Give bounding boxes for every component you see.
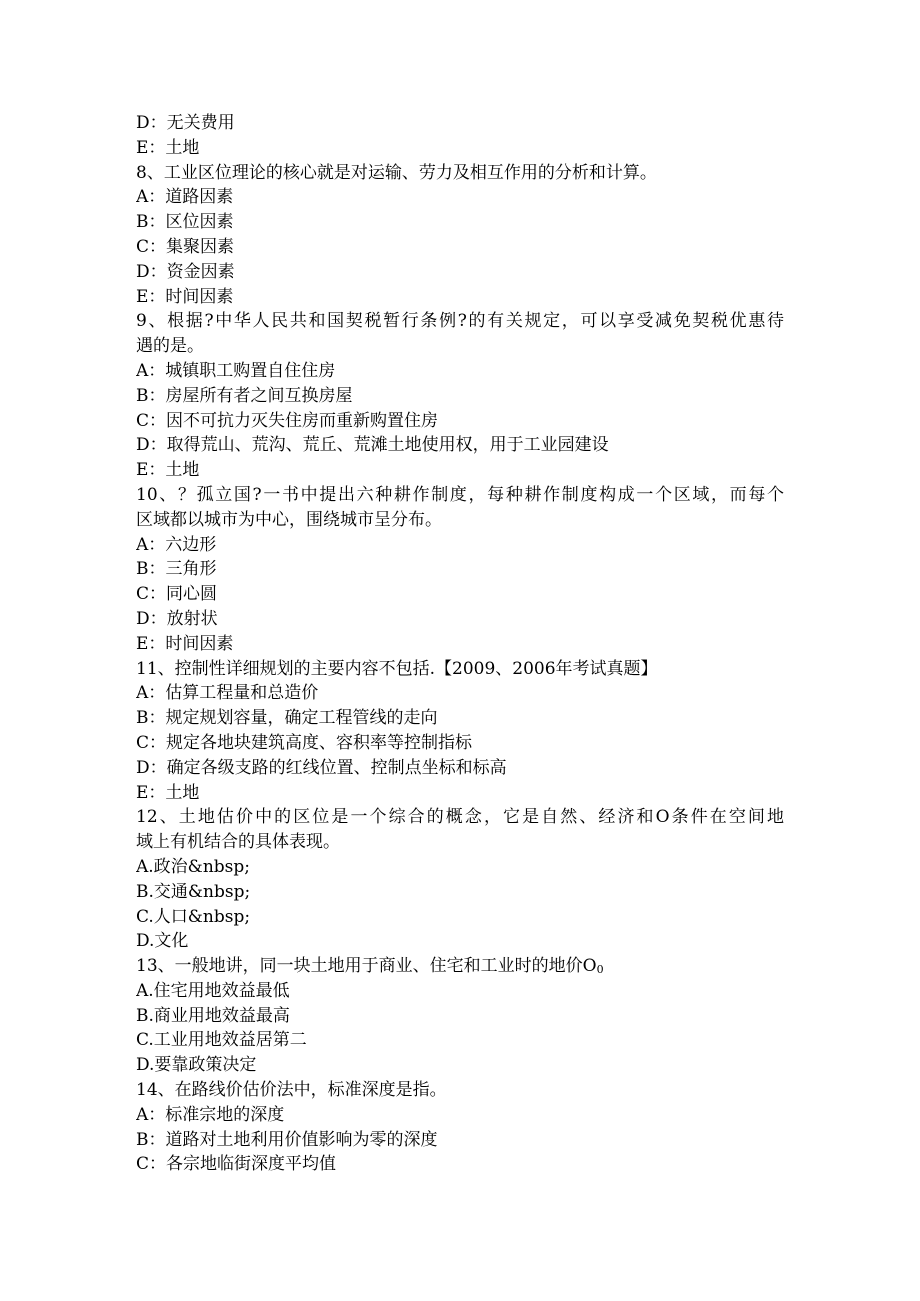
line-text: 区域都以城市为中心，围绕城市呈分布。 [136,509,442,530]
line-text: 14、在路线价估价法中，标准深度是指。 [136,1080,447,1101]
line-text: E：土地 [136,782,200,803]
text-line [136,309,784,334]
text-line [136,731,784,756]
line-text: A.住宅用地效益最低 [136,980,290,1001]
text-line [136,1103,784,1128]
text-line [136,1152,784,1177]
line-text: 域上有机结合的具体表现。 [136,832,340,853]
line-text: B：房屋所有者之间互换房屋 [136,385,353,406]
line-text: 遇的是。 [136,336,204,357]
document-page [136,111,784,1177]
line-text: 11、控制性详细规划的主要内容不包括.【2009、2006年考试真题】 [136,658,658,679]
line-text: D：放射状 [136,608,218,629]
text-line [136,384,784,409]
text-line [136,880,784,905]
text-line [136,681,784,706]
line-text: B：三角形 [136,559,217,580]
text-line [136,1028,784,1053]
text-line [136,929,784,954]
line-text: E：时间因素 [136,633,234,654]
line-text: B：规定规划容量，确定工程管线的走向 [136,708,438,729]
text-line [136,905,784,930]
line-text: 10、？孤立国?一书中提出六种耕作制度，每种耕作制度构成一个区域，而每个 [136,484,784,505]
text-line [136,210,784,235]
text-line [136,855,784,880]
text-line [136,508,784,533]
text-line [136,830,784,855]
line-text: 9、根据?中华人民共和国契税暂行条例?的有关规定，可以享受减免契税优惠待 [136,311,784,332]
text-line [136,533,784,558]
line-text: C：集聚因素 [136,236,235,257]
text-line [136,433,784,458]
text-line [136,557,784,582]
line-text: D：无关费用 [136,113,235,133]
text-line [136,706,784,731]
text-line [136,954,784,979]
line-text: C：各宗地临街深度平均值 [136,1154,337,1175]
text-line [136,1078,784,1103]
text-line [136,285,784,310]
text-line [136,607,784,632]
line-text: A：标准宗地的深度 [136,1104,285,1125]
text-line [136,458,784,483]
line-text: A.政治&nbsp; [136,856,250,877]
line-text: B.商业用地效益最高 [136,1005,290,1026]
text-line [136,483,784,508]
line-text: D.文化 [136,931,189,952]
text-line [136,185,784,210]
text-line [136,111,784,136]
text-line [136,632,784,657]
line-text: D.要靠政策决定 [136,1055,257,1076]
line-text: C.工业用地效益居第二 [136,1030,307,1051]
text-line [136,582,784,607]
line-text: A：六边形 [136,534,217,555]
line-text: C：同心圆 [136,584,218,605]
text-line [136,1128,784,1153]
text-line [136,979,784,1004]
text-line [136,235,784,260]
text-line [136,1053,784,1078]
line-text: 8、工业区位理论的核心就是对运输、劳力及相互作用的分析和计算。 [136,162,657,183]
line-text: E：时间因素 [136,286,234,307]
text-line [136,136,784,161]
text-line [136,756,784,781]
line-text: C：因不可抗力灭失住房而重新购置住房 [136,410,439,431]
line-text: B：区位因素 [136,212,234,233]
text-line [136,1004,784,1029]
line-text: D：资金因素 [136,261,235,282]
line-text: D：确定各级支路的红线位置、控制点坐标和标高 [136,757,507,778]
line-text: E：土地 [136,460,200,481]
text-line [136,409,784,434]
line-text: B.交通&nbsp; [136,881,251,902]
line-text: A：估算工程量和总造价 [136,683,319,704]
text-line [136,781,784,806]
text-line [136,805,784,830]
line-text: A：道路因素 [136,187,234,208]
line-text: 13、一般地讲，同一块土地用于商业、住宅和工业时的地价O [136,956,597,977]
text-line [136,260,784,285]
line-text: C：规定各地块建筑高度、容积率等控制指标 [136,732,473,753]
line-text: C.人口&nbsp; [136,906,251,927]
line-text: D：取得荒山、荒沟、荒丘、荒滩土地使用权，用于工业园建设 [136,435,609,456]
subscript: 0 [596,963,604,977]
text-line [136,359,784,384]
line-text: B：道路对土地利用价值影响为零的深度 [136,1129,438,1150]
text-line [136,334,784,359]
line-text: 12、土地估价中的区位是一个综合的概念，它是自然、经济和O条件在空间地 [136,807,784,828]
line-text: A：城镇职工购置自住住房 [136,360,336,381]
text-line [136,657,784,682]
text-line [136,161,784,186]
line-text: E：土地 [136,137,200,158]
